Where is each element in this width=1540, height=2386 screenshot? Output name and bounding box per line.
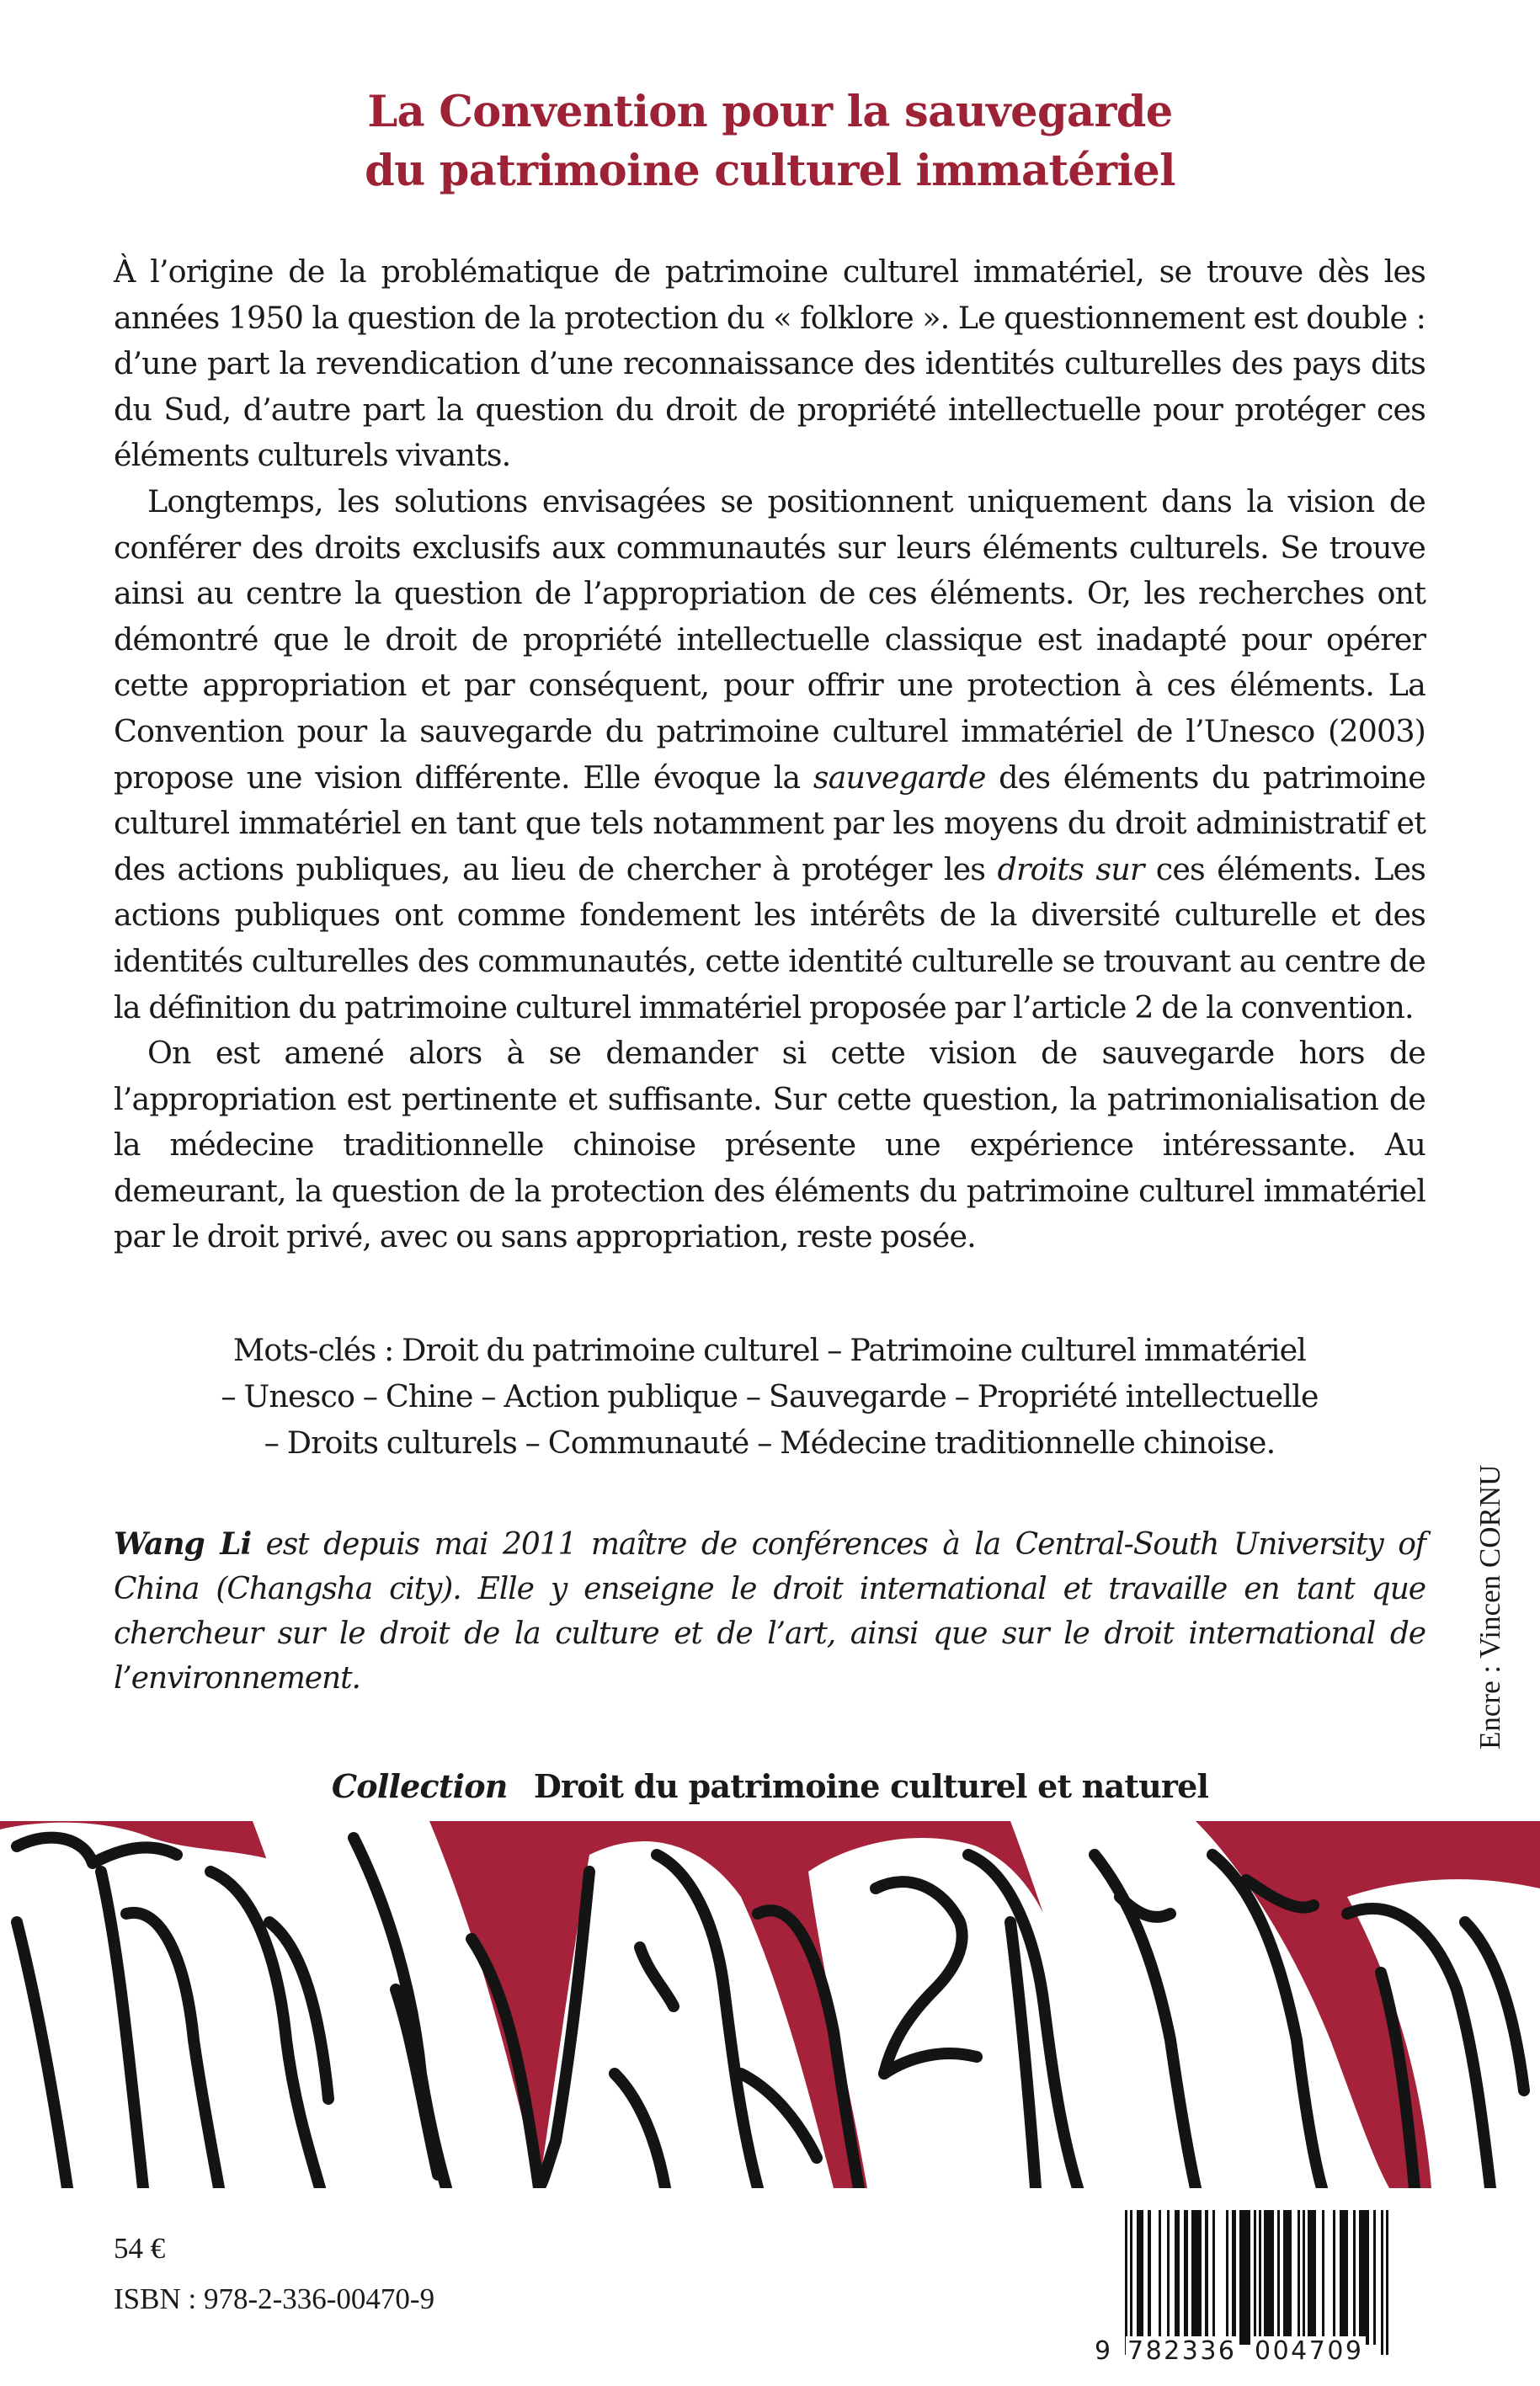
summary-p2-part-c: ces éléments. Les actions publiques ont comme fondement les intérêts de la diversité culturelle et des identités culturelles des communautés, cette identité culturelle se trouvant au centre de la définition du patrimoine culturel immatériel proposée par l’article 2 de la convention. — [114, 850, 1426, 1025]
keywords-line-1: Mots-clés : Droit du patrimoine culturel – Patrimoine culturel immatériel — [232, 1332, 1307, 1368]
keywords-line-2: – Unesco – Chine – Action publique – Sauvegarde – Propriété intellectuelle — [221, 1378, 1319, 1414]
summary-paragraph-2 — [114, 479, 1425, 1031]
summary-paragraph-1: À l’origine de la problématique de patrimoine culturel immatériel, se trouve dès les années 1950 la question de la protection du « folklore ». Le questionnement est double : d’une part la revendication d’une reconnaissance des identités culturelles des pays dits du Sud, d’autre part la question du droit de propriété intellectuelle pour protéger ces éléments culturels vivants. — [114, 253, 1425, 474]
summary-paragraph-3: On est amené alors à se demander si cette vision de sauvegarde hors de l’appropriation est pertinente et suffisante. Sur cette question, la patrimonialisation de la médecine traditionnelle chinoise présente une expérience intéressante. Au demeurant, la question de la protection des éléments du patrimoine culturel immatériel par le droit privé, avec ou sans appropriation, reste posée. — [114, 1035, 1425, 1255]
illustration-credit: Encre : Vincen CORNU — [1473, 1464, 1506, 1750]
keywords-line-3: – Droits culturels – Communauté – Médecine traditionnelle chinoise. — [264, 1425, 1276, 1461]
author-bio — [114, 1522, 1425, 1701]
keywords — [114, 1327, 1425, 1466]
collection-label: Collection — [331, 1767, 508, 1805]
author-bio-text: est depuis mai 2011 maître de conférences à la Central-South University of China (Changsha city). Elle y enseigne le droit international et travaille en tant que chercheur sur le droit de la culture et de l’art, ainsi que sur le droit international de l’environnement. — [114, 1527, 1426, 1696]
collection-name: Droit du patrimoine culturel et naturel — [533, 1767, 1209, 1805]
summary — [114, 249, 1425, 1260]
collection-line — [0, 1763, 1540, 1810]
price: 54 € — [114, 2232, 166, 2265]
cover-artwork — [0, 1821, 1540, 2188]
barcode-digits-right: 004709 — [1255, 2336, 1364, 2366]
title-line-1: La Convention pour la sauvegarde — [367, 87, 1173, 137]
summary-p2-part-b: des éléments du patrimoine culturel immatériel en tant que tels notamment par les moyens du droit administratif et des actions publiques, au lieu de chercher à protéger les — [114, 759, 1425, 887]
barcode-digits-left: 782336 — [1127, 2336, 1237, 2366]
title-line-2: du patrimoine culturel immatériel — [365, 146, 1175, 196]
ink-figures-illustration — [0, 1821, 1540, 2188]
barcode-digit-first: 9 — [1095, 2336, 1113, 2366]
book-title — [0, 83, 1540, 200]
emphasis-sauvegarde: sauvegarde — [813, 759, 986, 796]
emphasis-droits-sur: droits sur — [997, 850, 1144, 887]
summary-p2-part-a: Longtemps, les solutions envisagées se positionnent uniquement dans la vision de conférer des droits exclusifs aux communautés sur leurs éléments culturels. Se trouve ainsi au centre la question de l’appropriation de ces éléments. Or, les recherches ont démontré que le droit de propriété intellectuelle classique est inadapté pour opérer cette appropriation et par conséquent, pour offrir une protection à ces éléments. La Convention pour la sauvegarde du patrimoine culturel immatériel de l’Unesco (2003) propose une vision différente. Elle évoque la — [114, 482, 1425, 796]
author-name: Wang Li — [114, 1526, 252, 1562]
isbn: ISBN : 978-2-336-00470-9 — [114, 2282, 435, 2315]
